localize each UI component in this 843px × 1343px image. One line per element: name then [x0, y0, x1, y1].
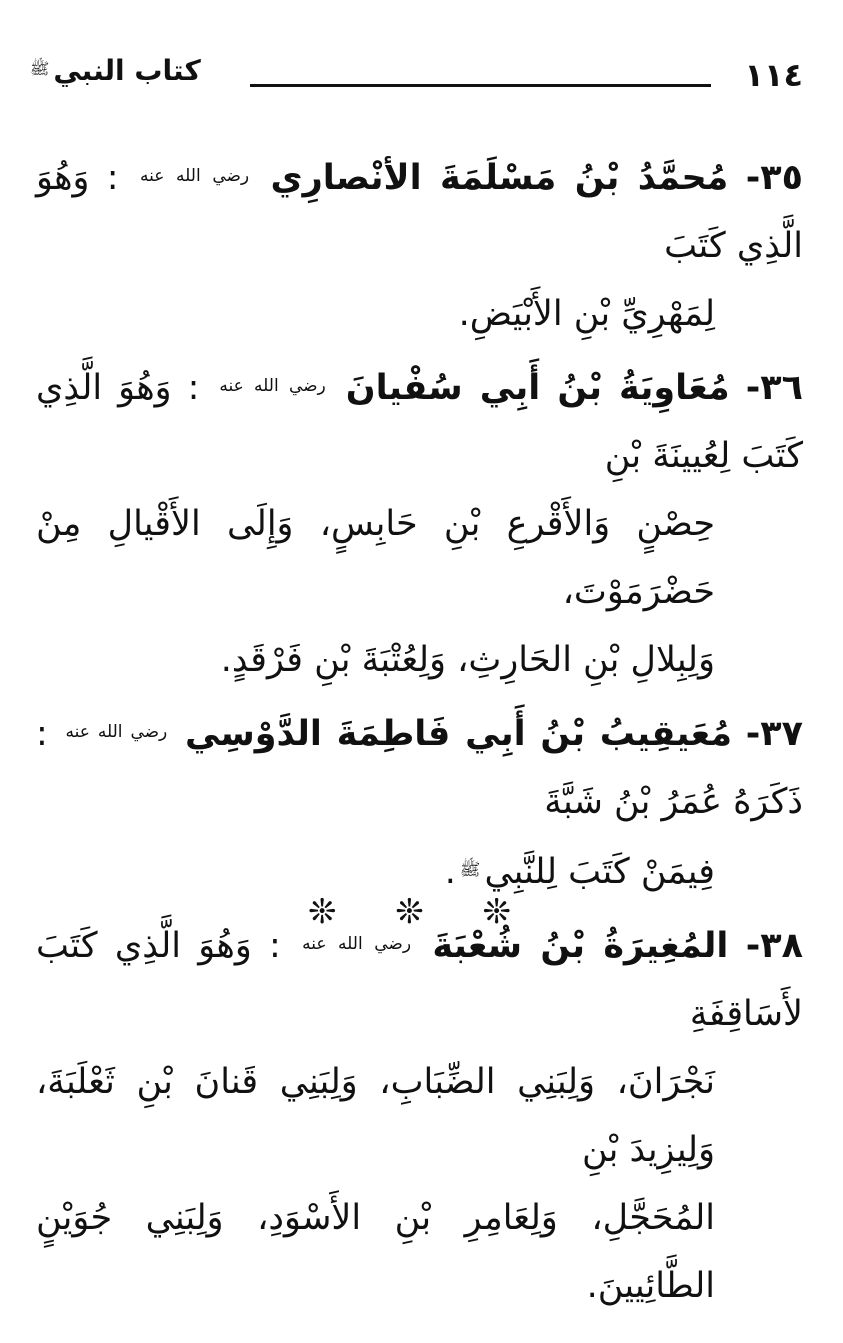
entry-line: لِمَهْرِيِّ بْنِ الأَبْيَضِ. [458, 294, 715, 334]
entry-38 [36, 910, 803, 1320]
entry-line: وَلِبِلالِ بْنِ الحَارِثِ، وَلِعُتْبَةَ بْنِ فَرْقَدٍ. [220, 640, 715, 680]
book-title-text: كتاب النبي [53, 54, 201, 87]
entry-text: : ذَكَرَهُ عُمَرُ بْنُ شَبَّةَ [36, 714, 803, 822]
page-number: ١١٤ [744, 56, 803, 94]
entry-line: المُحَجَّلِ، وَلِعَامِرِ بْنِ الأَسْوَدِ، وَلِبَنِي جُوَيْنٍ الطَّائِيينَ. [36, 1198, 715, 1306]
entry-text: : وَهُوَ الَّذِي كَتَبَ [36, 158, 803, 266]
entry-line [36, 352, 803, 490]
entry-number: ٣٦- [745, 368, 803, 408]
entry-text: : وَهُوَ الَّذِي كَتَبَ لِعُيينَةَ بْنِ [36, 368, 803, 476]
entry-text: فِيمَنْ كَتَبَ لِلنَّبِي [484, 852, 715, 892]
honorific-mark: ﷺ [459, 860, 481, 880]
entry-37 [36, 698, 803, 906]
title-honorific: ﷺ [30, 59, 50, 78]
running-header [30, 50, 803, 106]
entry-name: مُحمَّدُ بْنُ مَسْلَمَةَ الأنْصارِي [270, 158, 729, 198]
honorific-mark: رضي الله عنه [65, 722, 168, 742]
honorific-mark: رضي الله عنه [302, 934, 412, 954]
entry-number: ٣٧- [745, 714, 803, 754]
entry-line [36, 142, 803, 280]
honorific-mark: رضي الله عنه [139, 166, 250, 186]
entry-number: ٣٨- [745, 926, 803, 966]
entry-36 [36, 352, 803, 694]
entries-list [36, 142, 803, 1324]
entry-name: المُغِيرَةُ بْنُ شُعْبَةَ [432, 926, 729, 966]
entry-line: حِصْنٍ وَالأَقْرعِ بْنِ حَابِسٍ، وَإِلَى الأَقْيالِ مِنْ حَضْرَمَوْتَ، [36, 504, 715, 612]
entry-name: مُعَيقِيبُ بْنُ أَبِي فَاطِمَةَ الدَّوْسِي [184, 714, 733, 754]
entry-text: : وَهُوَ الَّذِي كَتَبَ لأَسَاقِفَةِ [36, 926, 803, 1034]
header-rule [250, 84, 711, 87]
entry-number: ٣٥- [745, 158, 803, 198]
book-title [30, 54, 201, 87]
entry-text: . [444, 852, 456, 892]
entry-35 [36, 142, 803, 348]
entry-line: نَجْرَانَ، وَلِبَنِي الضِّبَابِ، وَلِبَنِي قَنانَ بْنِ ثَعْلَبَةَ، وَلِيزِيدَ بْنِ [36, 1062, 715, 1170]
section-separator: ❊ ❊ ❊ [307, 892, 536, 932]
honorific-mark: رضي الله عنه [219, 376, 326, 396]
entry-name: مُعَاوِيَةُ بْنُ أَبِي سُفْيانَ [345, 368, 730, 408]
entry-line [36, 698, 803, 836]
